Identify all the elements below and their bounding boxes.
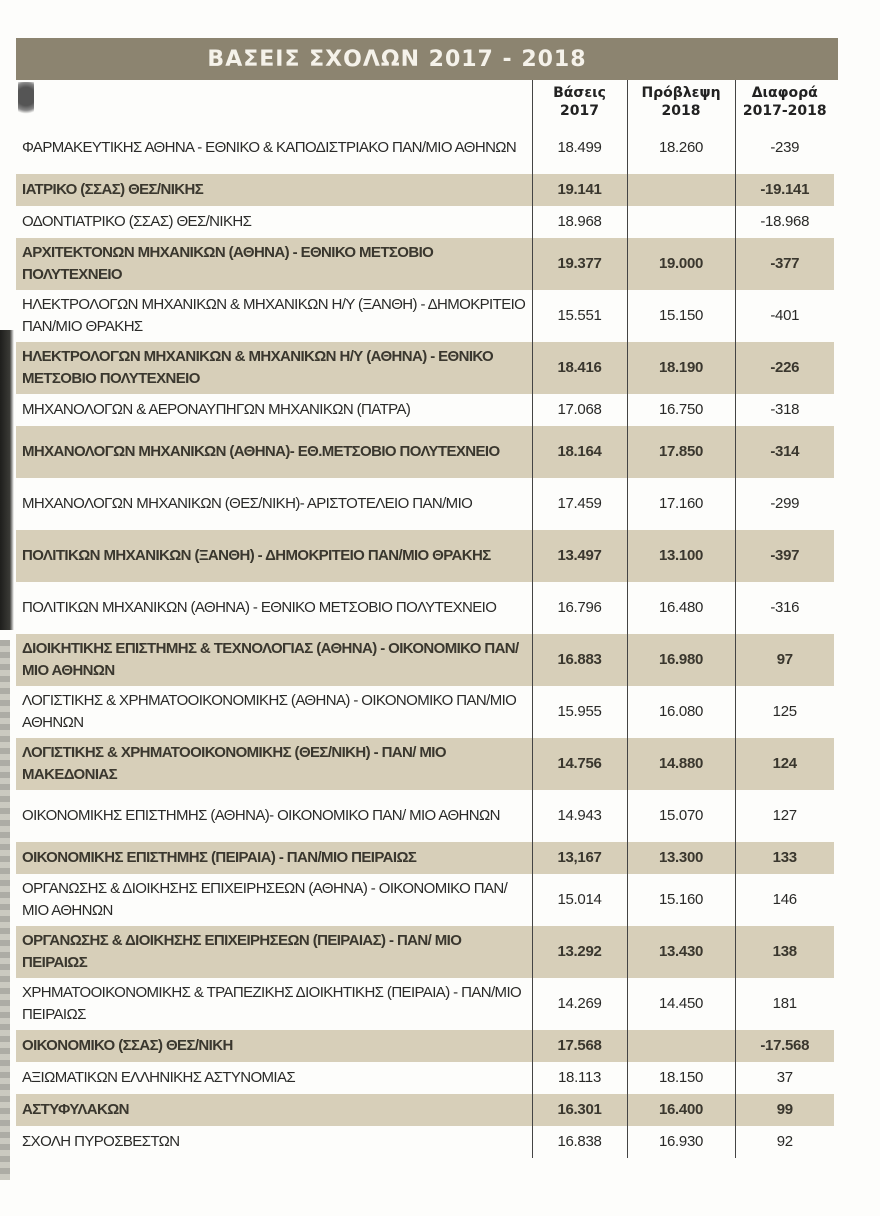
- table-row: [16, 874, 834, 926]
- table-row: [16, 790, 834, 842]
- school-name: ΜΗΧΑΝΟΛΟΓΩΝ & ΑΕΡΟΝΑΥΠΗΓΩΝ ΜΗΧΑΝΙΚΩΝ (ΠΑΤΡΑ): [16, 394, 532, 426]
- school-name: ΑΣΤΥΦΥΛΑΚΩΝ: [16, 1094, 532, 1126]
- table-row: [16, 1030, 834, 1062]
- forecast-2018: 13.300: [627, 842, 735, 874]
- forecast-2018: 15.150: [627, 290, 735, 342]
- forecast-2018: 14.450: [627, 978, 735, 1030]
- bases-2017: 15.551: [532, 290, 627, 342]
- header-forecast-2018: Πρόβλεψη 2018: [627, 80, 735, 122]
- school-name: ΔΙΟΙΚΗΤΙΚΗΣ ΕΠΙΣΤΗΜΗΣ & ΤΕΧΝΟΛΟΓΙΑΣ (ΑΘΗΝΑ) - ΟΙΚΟΝΟΜΙΚΟ ΠΑΝ/ΜΙΟ ΑΘΗΝΩΝ: [16, 634, 532, 686]
- table-row: [16, 582, 834, 634]
- page-edge-shadow: [0, 330, 14, 630]
- bases-2017: 19.141: [532, 174, 627, 206]
- school-name: ΟΙΚΟΝΟΜΙΚΟ (ΣΣΑΣ) ΘΕΣ/ΝΙΚΗ: [16, 1030, 532, 1062]
- difference: -239: [735, 122, 834, 174]
- bases-2017: 17.459: [532, 478, 627, 530]
- school-name: ΣΧΟΛΗ ΠΥΡΟΣΒΕΣΤΩΝ: [16, 1126, 532, 1158]
- header-difference: Διαφορά 2017-2018: [735, 80, 834, 122]
- table-row: [16, 1062, 834, 1094]
- school-name: ΛΟΓΙΣΤΙΚΗΣ & ΧΡΗΜΑΤΟΟΙΚΟΝΟΜΙΚΗΣ (ΑΘΗΝΑ) - ΟΙΚΟΝΟΜΙΚΟ ΠΑΝ/ΜΙΟ ΑΘΗΝΩΝ: [16, 686, 532, 738]
- table-row: [16, 1094, 834, 1126]
- bases-2017: 13.497: [532, 530, 627, 582]
- school-name: ΠΟΛΙΤΙΚΩΝ ΜΗΧΑΝΙΚΩΝ (ΑΘΗΝΑ) - ΕΘΝΙΚΟ ΜΕΤΣΟΒΙΟ ΠΟΛΥΤΕΧΝΕΙΟ: [16, 582, 532, 634]
- forecast-2018: 16.980: [627, 634, 735, 686]
- difference: -397: [735, 530, 834, 582]
- school-name: ΛΟΓΙΣΤΙΚΗΣ & ΧΡΗΜΑΤΟΟΙΚΟΝΟΜΙΚΗΣ (ΘΕΣ/ΝΙΚΗ) - ΠΑΝ/ ΜΙΟ ΜΑΚΕΔΟΝΙΑΣ: [16, 738, 532, 790]
- school-name: ΑΞΙΩΜΑΤΙΚΩΝ ΕΛΛΗΝΙΚΗΣ ΑΣΤΥΝΟΜΙΑΣ: [16, 1062, 532, 1094]
- difference: 125: [735, 686, 834, 738]
- difference: 124: [735, 738, 834, 790]
- difference: 97: [735, 634, 834, 686]
- difference: -226: [735, 342, 834, 394]
- difference: -19.141: [735, 174, 834, 206]
- school-name: ΜΗΧΑΝΟΛΟΓΩΝ ΜΗΧΑΝΙΚΩΝ (ΑΘΗΝΑ)- ΕΘ.ΜΕΤΣΟΒΙΟ ΠΟΛΥΤΕΧΝΕΙΟ: [16, 426, 532, 478]
- bases-2017: 16.883: [532, 634, 627, 686]
- school-name: ΟΡΓΑΝΩΣΗΣ & ΔΙΟΙΚΗΣΗΣ ΕΠΙΧΕΙΡΗΣΕΩΝ (ΑΘΗΝΑ) - ΟΙΚΟΝΟΜΙΚΟ ΠΑΝ/ΜΙΟ ΑΘΗΝΩΝ: [16, 874, 532, 926]
- bases-2017: 18.499: [532, 122, 627, 174]
- forecast-2018: 16.750: [627, 394, 735, 426]
- table-row: [16, 738, 834, 790]
- forecast-2018: [627, 174, 735, 206]
- forecast-2018: 18.150: [627, 1062, 735, 1094]
- bases-2017: 16.838: [532, 1126, 627, 1158]
- difference: 181: [735, 978, 834, 1030]
- table-row: [16, 478, 834, 530]
- school-name: ΟΙΚΟΝΟΜΙΚΗΣ ΕΠΙΣΤΗΜΗΣ (ΠΕΙΡΑΙΑ) - ΠΑΝ/ΜΙΟ ΠΕΙΡΑΙΩΣ: [16, 842, 532, 874]
- school-name: ΗΛΕΚΤΡΟΛΟΓΩΝ ΜΗΧΑΝΙΚΩΝ & ΜΗΧΑΝΙΚΩΝ Η/Υ (ΑΘΗΝΑ) - ΕΘΝΙΚΟ ΜΕΤΣΟΒΙΟ ΠΟΛΥΤΕΧΝΕΙΟ: [16, 342, 532, 394]
- table-row: [16, 842, 834, 874]
- school-name: ΦΑΡΜΑΚΕΥΤΙΚΗΣ ΑΘΗΝΑ - ΕΘΝΙΚΟ & ΚΑΠΟΔΙΣΤΡΙΑΚΟ ΠΑΝ/ΜΙΟ ΑΘΗΝΩΝ: [16, 122, 532, 174]
- difference: 92: [735, 1126, 834, 1158]
- forecast-2018: 14.880: [627, 738, 735, 790]
- difference: -318: [735, 394, 834, 426]
- difference: 127: [735, 790, 834, 842]
- forecast-2018: 17.160: [627, 478, 735, 530]
- table-row: [16, 426, 834, 478]
- difference: -316: [735, 582, 834, 634]
- forecast-2018: 16.930: [627, 1126, 735, 1158]
- school-name: ΙΑΤΡΙΚΟ (ΣΣΑΣ) ΘΕΣ/ΝΙΚΗΣ: [16, 174, 532, 206]
- table-row: [16, 206, 834, 238]
- page-edge-texture: [0, 640, 10, 1180]
- school-name: ΑΡΧΙΤΕΚΤΟΝΩΝ ΜΗΧΑΝΙΚΩΝ (ΑΘΗΝΑ) - ΕΘΝΙΚΟ ΜΕΤΣΟΒΙΟ ΠΟΛΥΤΕΧΝΕΙΟ: [16, 238, 532, 290]
- bases-2017: 16.301: [532, 1094, 627, 1126]
- bases-2017: 15.014: [532, 874, 627, 926]
- header-school: [16, 80, 532, 122]
- table-row: [16, 290, 834, 342]
- table-title: ΒΑΣΕΙΣ ΣΧΟΛΩΝ 2017 - 2018: [207, 46, 587, 72]
- forecast-2018: [627, 1030, 735, 1062]
- forecast-2018: 18.260: [627, 122, 735, 174]
- forecast-2018: 16.400: [627, 1094, 735, 1126]
- bases-2017: 19.377: [532, 238, 627, 290]
- header-bases-2017: Βάσεις 2017: [532, 80, 627, 122]
- forecast-2018: [627, 206, 735, 238]
- difference: -377: [735, 238, 834, 290]
- difference: 146: [735, 874, 834, 926]
- school-name: ΟΡΓΑΝΩΣΗΣ & ΔΙΟΙΚΗΣΗΣ ΕΠΙΧΕΙΡΗΣΕΩΝ (ΠΕΙΡΑΙΑΣ) - ΠΑΝ/ ΜΙΟ ΠΕΙΡΑΙΩΣ: [16, 926, 532, 978]
- table-title-banner: [16, 38, 838, 80]
- bases-2017: 14.756: [532, 738, 627, 790]
- bases-2017: 13,167: [532, 842, 627, 874]
- bases-2017: 18.113: [532, 1062, 627, 1094]
- forecast-2018: 15.070: [627, 790, 735, 842]
- bases-2017: 15.955: [532, 686, 627, 738]
- table-row: [16, 926, 834, 978]
- bases-2017: 18.164: [532, 426, 627, 478]
- bases-2017: 16.796: [532, 582, 627, 634]
- difference: -401: [735, 290, 834, 342]
- table-header-row: [16, 80, 834, 122]
- table-row: [16, 978, 834, 1030]
- difference: 138: [735, 926, 834, 978]
- difference: 133: [735, 842, 834, 874]
- bases-2017: 17.068: [532, 394, 627, 426]
- table-row: [16, 530, 834, 582]
- forecast-2018: 15.160: [627, 874, 735, 926]
- table-row: [16, 1126, 834, 1158]
- school-name: ΧΡΗΜΑΤΟΟΙΚΟΝΟΜΙΚΗΣ & ΤΡΑΠΕΖΙΚΗΣ ΔΙΟΙΚΗΤΙΚΗΣ (ΠΕΙΡΑΙΑ) - ΠΑΝ/ΜΙΟ ΠΕΙΡΑΙΩΣ: [16, 978, 532, 1030]
- difference: -18.968: [735, 206, 834, 238]
- table-row: [16, 174, 834, 206]
- school-name: ΜΗΧΑΝΟΛΟΓΩΝ ΜΗΧΑΝΙΚΩΝ (ΘΕΣ/ΝΙΚΗ)- ΑΡΙΣΤΟΤΕΛΕΙΟ ΠΑΝ/ΜΙΟ: [16, 478, 532, 530]
- forecast-2018: 19.000: [627, 238, 735, 290]
- table-row: [16, 686, 834, 738]
- difference: 99: [735, 1094, 834, 1126]
- school-name: ΠΟΛΙΤΙΚΩΝ ΜΗΧΑΝΙΚΩΝ (ΞΑΝΘΗ) - ΔΗΜΟΚΡΙΤΕΙΟ ΠΑΝ/ΜΙΟ ΘΡΑΚΗΣ: [16, 530, 532, 582]
- forecast-2018: 13.100: [627, 530, 735, 582]
- difference: -299: [735, 478, 834, 530]
- bases-2017: 14.269: [532, 978, 627, 1030]
- school-name: ΟΔΟΝΤΙΑΤΡΙΚΟ (ΣΣΑΣ) ΘΕΣ/ΝΙΚΗΣ: [16, 206, 532, 238]
- forecast-2018: 13.430: [627, 926, 735, 978]
- difference: -314: [735, 426, 834, 478]
- bases-2017: 18.416: [532, 342, 627, 394]
- school-name: ΟΙΚΟΝΟΜΙΚΗΣ ΕΠΙΣΤΗΜΗΣ (ΑΘΗΝΑ)- ΟΙΚΟΝΟΜΙΚΟ ΠΑΝ/ ΜΙΟ ΑΘΗΝΩΝ: [16, 790, 532, 842]
- forecast-2018: 17.850: [627, 426, 735, 478]
- bases-2017: 17.568: [532, 1030, 627, 1062]
- forecast-2018: 16.080: [627, 686, 735, 738]
- table-row: [16, 122, 834, 174]
- difference: -17.568: [735, 1030, 834, 1062]
- table-row: [16, 634, 834, 686]
- table-row: [16, 394, 834, 426]
- difference: 37: [735, 1062, 834, 1094]
- table-row: [16, 238, 834, 290]
- bases-2017: 14.943: [532, 790, 627, 842]
- school-name: ΗΛΕΚΤΡΟΛΟΓΩΝ ΜΗΧΑΝΙΚΩΝ & ΜΗΧΑΝΙΚΩΝ Η/Υ (ΞΑΝΘΗ) - ΔΗΜΟΚΡΙΤΕΙΟ ΠΑΝ/ΜΙΟ ΘΡΑΚΗΣ: [16, 290, 532, 342]
- bases-2017: 13.292: [532, 926, 627, 978]
- bases-2017: 18.968: [532, 206, 627, 238]
- forecast-2018: 18.190: [627, 342, 735, 394]
- forecast-2018: 16.480: [627, 582, 735, 634]
- school-bases-table: [16, 80, 834, 1158]
- table-row: [16, 342, 834, 394]
